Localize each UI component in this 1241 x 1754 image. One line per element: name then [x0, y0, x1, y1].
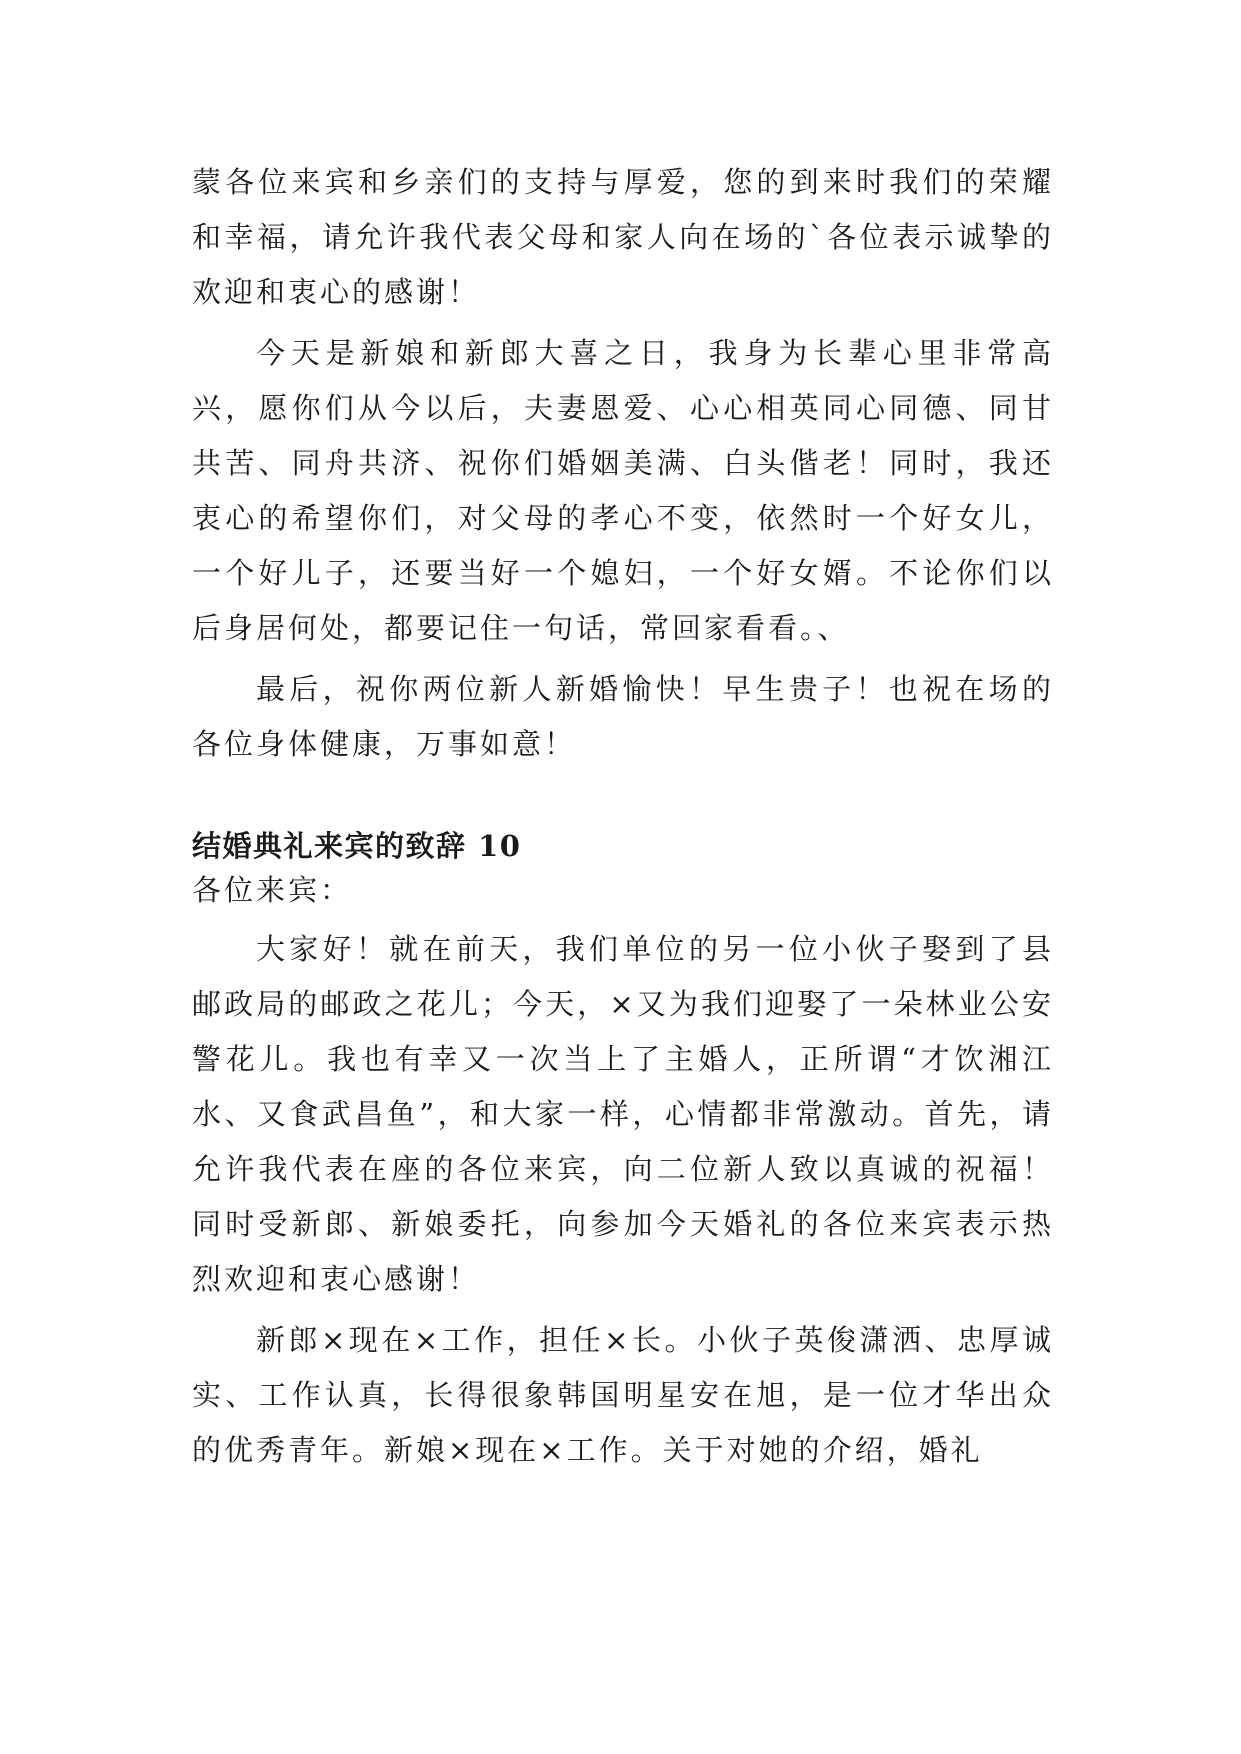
paragraph: 蒙各位来宾和乡亲们的支持与厚爱，您的到来时我们的荣耀和幸福，请允许我代表父母和家人向在场的`各位表示诚挚的欢迎和衷心的感谢！ [192, 165, 1054, 309]
paragraph: 新郎×现在×工作，担任×长。小伙子英俊潇洒、忠厚诚实、工作认真，长得很象韩国明星安在旭，是一位才华出众的优秀青年。新娘×现在×工作。关于对她的介绍，婚礼 [192, 1323, 1054, 1467]
document-page [192, 155, 1054, 1484]
greeting: 各位来宾： [192, 873, 353, 907]
paragraph: 大家好！就在前天，我们单位的另一位小伙子娶到了县邮政局的邮政之花儿；今天，×又为我们迎娶了一朵林业公安警花儿。我也有幸又一次当上了主婚人，正所谓“才饮湘江水、又食武昌鱼”，和大家一样，心情都非常激动。首先，请允许我代表在座的各位来宾，向二位新人致以真诚的祝福！同时受新郎、新娘委托，向参加今天婚礼的各位来宾表示热烈欢迎和衷心感谢！ [192, 932, 1054, 1296]
paragraph: 最后，祝你两位新人新婚愉快！早生贵子！也祝在场的各位身体健康，万事如意！ [192, 672, 1054, 761]
paragraph: 今天是新娘和新郎大喜之日，我身为长辈心里非常高兴，愿你们从今以后，夫妻恩爱、心心相英同心同德、同甘共苦、同舟共济、祝你们婚姻美满、白头偕老！同时，我还衷心的希望你们，对父母的孝心不变，依然时一个好女儿，一个好儿子，还要当好一个媳妇，一个好女婿。不论你们以后身居何处，都要记住一句话，常回家看看。、 [192, 336, 1054, 645]
section-title: 结婚典礼来宾的致辞 10 [192, 829, 522, 863]
section-spacer [192, 778, 1054, 824]
